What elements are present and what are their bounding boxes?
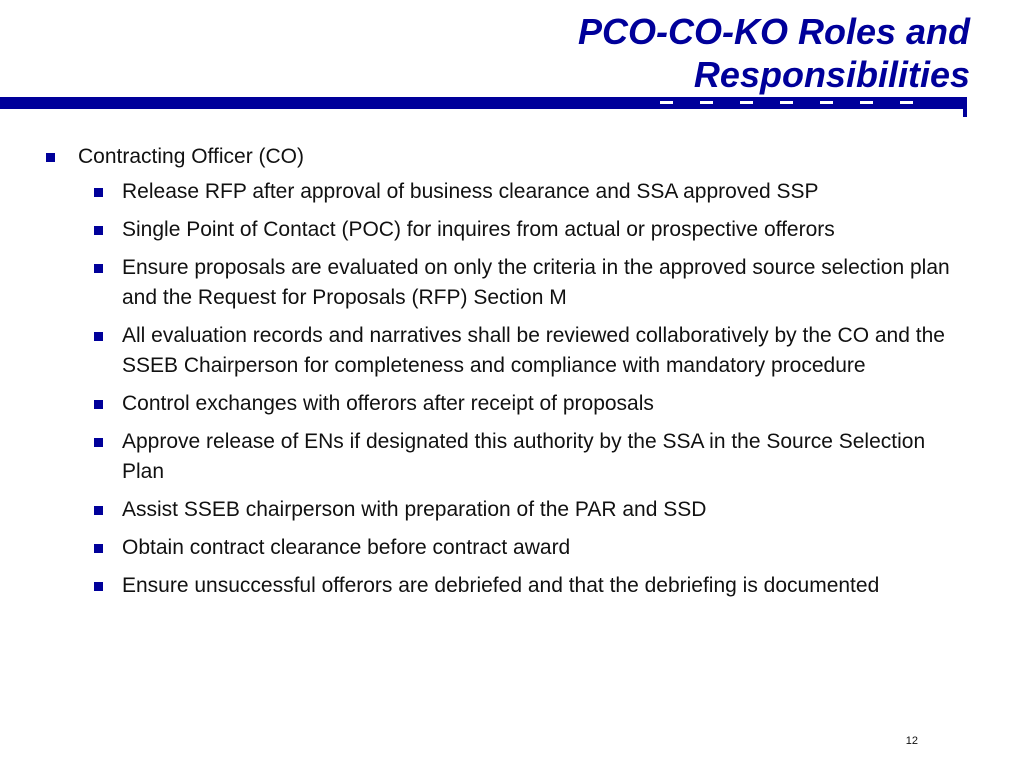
list-item-text: Single Point of Contact (POC) for inquires from actual or prospective offerors: [122, 218, 835, 241]
square-bullet-icon: [94, 188, 103, 197]
list-item-text: All evaluation records and narratives shall be reviewed collaboratively by the CO and the SSEB Chairperson for completeness and compliance with mandatory procedure: [122, 324, 945, 377]
list-item: [122, 427, 972, 487]
square-bullet-icon: [94, 264, 103, 273]
list-item: [122, 253, 972, 313]
slide-title: [578, 10, 970, 96]
list-item-text: Ensure proposals are evaluated on only the criteria in the approved source selection plan and the Request for Proposals (RFP) Section M: [122, 256, 950, 309]
square-bullet-icon: [94, 400, 103, 409]
band-gap: [660, 101, 673, 104]
list-item: [122, 571, 972, 601]
list-item-text: Release RFP after approval of business clearance and SSA approved SSP: [122, 180, 819, 203]
list-item: [122, 177, 972, 207]
header-band-tail: [963, 97, 967, 117]
list-item-text: Obtain contract clearance before contract award: [122, 536, 571, 559]
band-gap: [900, 101, 913, 104]
level1-item: [78, 143, 1024, 171]
list-item: [122, 389, 972, 419]
square-bullet-icon: [94, 332, 103, 341]
band-gap: [780, 101, 793, 104]
square-bullet-icon: [94, 226, 103, 235]
square-bullet-icon: [94, 582, 103, 591]
title-line-2: Responsibilities: [693, 54, 970, 95]
list-item-text: Approve release of ENs if designated this authority by the SSA in the Source Selection Plan: [122, 430, 926, 483]
page-number: 12: [905, 735, 918, 747]
list-item-text: Assist SSEB chairperson with preparation of the PAR and SSD: [122, 498, 707, 521]
square-bullet-icon: [94, 544, 103, 553]
list-item: [122, 533, 972, 563]
title-line-1: PCO-CO-KO Roles and: [577, 11, 970, 52]
header-band-pattern: [660, 101, 940, 104]
band-gap: [820, 101, 833, 104]
heading-text: Contracting Officer (CO): [78, 145, 305, 168]
band-gap: [740, 101, 753, 104]
band-gap: [700, 101, 713, 104]
list-item-text: Ensure unsuccessful offerors are debriefed and that the debriefing is documented: [122, 574, 880, 597]
sub-bullet-list: [0, 177, 1024, 601]
list-item: [122, 321, 972, 381]
bullet-content: [0, 143, 1024, 609]
square-bullet-icon: [46, 153, 55, 162]
list-item: [122, 495, 972, 525]
square-bullet-icon: [94, 438, 103, 447]
band-gap: [860, 101, 873, 104]
list-item: [122, 215, 972, 245]
square-bullet-icon: [94, 506, 103, 515]
list-item-text: Control exchanges with offerors after receipt of proposals: [122, 392, 654, 415]
